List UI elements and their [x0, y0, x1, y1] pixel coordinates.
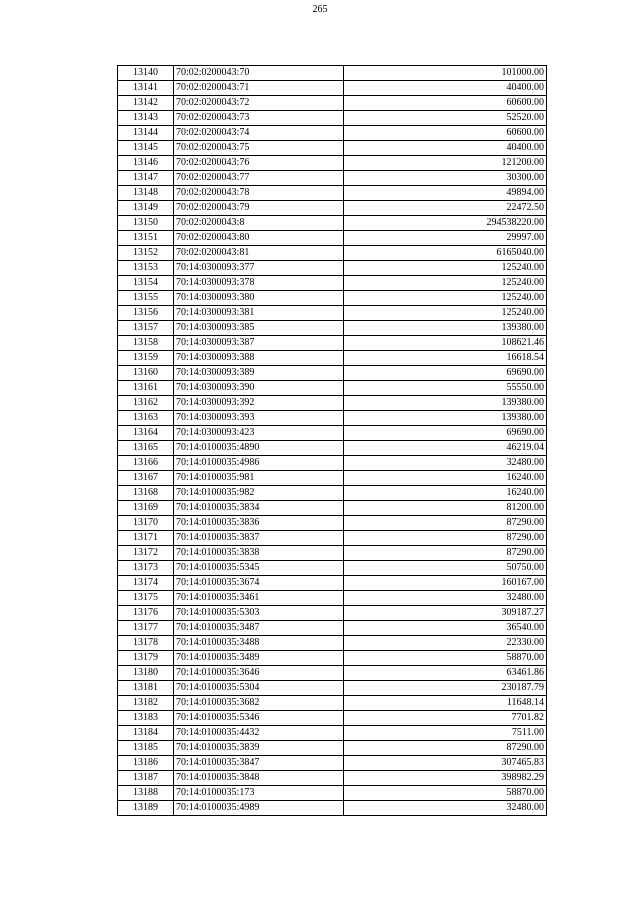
- cadastral-value: 58870.00: [344, 651, 547, 666]
- cadastral-value: 52520.00: [344, 111, 547, 126]
- table-row: [118, 486, 547, 501]
- cadastral-value: 32480.00: [344, 591, 547, 606]
- row-number: 13188: [118, 786, 174, 801]
- row-number: 13163: [118, 411, 174, 426]
- row-number: 13164: [118, 426, 174, 441]
- cadastral-number: 70:14:0100035:3488: [174, 636, 344, 651]
- cadastral-number: 70:02:0200043:70: [174, 66, 344, 81]
- cadastral-value: 87290.00: [344, 531, 547, 546]
- row-number: 13184: [118, 726, 174, 741]
- cadastral-value: 29997.00: [344, 231, 547, 246]
- table-row: [118, 186, 547, 201]
- cadastral-value: 160167.00: [344, 576, 547, 591]
- cadastral-number: 70:14:0300093:385: [174, 321, 344, 336]
- table-row: [118, 171, 547, 186]
- row-number: 13186: [118, 756, 174, 771]
- cadastral-value: 125240.00: [344, 261, 547, 276]
- table-row: [118, 351, 547, 366]
- cadastral-number: 70:14:0300093:388: [174, 351, 344, 366]
- cadastral-number: 70:02:0200043:76: [174, 156, 344, 171]
- cadastral-number: 70:14:0100035:3847: [174, 756, 344, 771]
- row-number: 13174: [118, 576, 174, 591]
- cadastral-number: 70:14:0100035:3837: [174, 531, 344, 546]
- row-number: 13181: [118, 681, 174, 696]
- table-row: [118, 156, 547, 171]
- table-row: [118, 756, 547, 771]
- cadastral-value: 7511.00: [344, 726, 547, 741]
- cadastral-number: 70:14:0100035:4989: [174, 801, 344, 816]
- cadastral-number: 70:02:0200043:79: [174, 201, 344, 216]
- cadastral-value: 87290.00: [344, 516, 547, 531]
- row-number: 13180: [118, 666, 174, 681]
- table-row: [118, 561, 547, 576]
- row-number: 13141: [118, 81, 174, 96]
- cadastral-value: 49894.00: [344, 186, 547, 201]
- cadastral-number: 70:02:0200043:77: [174, 171, 344, 186]
- row-number: 13140: [118, 66, 174, 81]
- cadastral-value: 32480.00: [344, 456, 547, 471]
- row-number: 13170: [118, 516, 174, 531]
- table-row: [118, 66, 547, 81]
- table-row: [118, 246, 547, 261]
- cadastral-value: 22330.00: [344, 636, 547, 651]
- row-number: 13155: [118, 291, 174, 306]
- row-number: 13145: [118, 141, 174, 156]
- cadastral-number: 70:14:0100035:982: [174, 486, 344, 501]
- cadastral-value-table: [117, 65, 547, 816]
- table-row: [118, 396, 547, 411]
- table-row: [118, 456, 547, 471]
- table-row: [118, 291, 547, 306]
- cadastral-value: 16240.00: [344, 471, 547, 486]
- table-row: [118, 696, 547, 711]
- row-number: 13176: [118, 606, 174, 621]
- cadastral-number: 70:14:0300093:389: [174, 366, 344, 381]
- cadastral-number: 70:14:0100035:4890: [174, 441, 344, 456]
- row-number: 13149: [118, 201, 174, 216]
- table-row: [118, 231, 547, 246]
- row-number: 13183: [118, 711, 174, 726]
- cadastral-number: 70:14:0100035:5303: [174, 606, 344, 621]
- table-row: [118, 261, 547, 276]
- cadastral-value: 22472.50: [344, 201, 547, 216]
- row-number: 13182: [118, 696, 174, 711]
- cadastral-number: 70:14:0300093:377: [174, 261, 344, 276]
- row-number: 13143: [118, 111, 174, 126]
- cadastral-number: 70:14:0100035:3489: [174, 651, 344, 666]
- row-number: 13175: [118, 591, 174, 606]
- cadastral-value: 16618.54: [344, 351, 547, 366]
- table-row: [118, 276, 547, 291]
- row-number: 13144: [118, 126, 174, 141]
- cadastral-number: 70:02:0200043:74: [174, 126, 344, 141]
- cadastral-number: 70:02:0200043:8: [174, 216, 344, 231]
- row-number: 13187: [118, 771, 174, 786]
- row-number: 13189: [118, 801, 174, 816]
- row-number: 13152: [118, 246, 174, 261]
- cadastral-value: 139380.00: [344, 411, 547, 426]
- table-row: [118, 321, 547, 336]
- cadastral-value: 11648.14: [344, 696, 547, 711]
- table-row: [118, 426, 547, 441]
- row-number: 13173: [118, 561, 174, 576]
- cadastral-number: 70:02:0200043:71: [174, 81, 344, 96]
- table-row: [118, 516, 547, 531]
- cadastral-value: 294538220.00: [344, 216, 547, 231]
- row-number: 13179: [118, 651, 174, 666]
- cadastral-number: 70:02:0200043:81: [174, 246, 344, 261]
- table-row: [118, 681, 547, 696]
- table-row: [118, 606, 547, 621]
- cadastral-number: 70:14:0100035:3487: [174, 621, 344, 636]
- table-row: [118, 111, 547, 126]
- cadastral-number: 70:14:0100035:3461: [174, 591, 344, 606]
- row-number: 13157: [118, 321, 174, 336]
- table-row: [118, 591, 547, 606]
- table-row: [118, 741, 547, 756]
- row-number: 13154: [118, 276, 174, 291]
- cadastral-value: 307465.83: [344, 756, 547, 771]
- cadastral-number: 70:14:0100035:3674: [174, 576, 344, 591]
- table-row: [118, 726, 547, 741]
- cadastral-number: 70:14:0100035:3838: [174, 546, 344, 561]
- row-number: 13160: [118, 366, 174, 381]
- cadastral-value: 58870.00: [344, 786, 547, 801]
- row-number: 13171: [118, 531, 174, 546]
- cadastral-number: 70:14:0300093:423: [174, 426, 344, 441]
- cadastral-number: 70:02:0200043:72: [174, 96, 344, 111]
- cadastral-value: 7701.82: [344, 711, 547, 726]
- table-row: [118, 501, 547, 516]
- table-row: [118, 126, 547, 141]
- row-number: 13167: [118, 471, 174, 486]
- cadastral-number: 70:14:0100035:3646: [174, 666, 344, 681]
- cadastral-value: 101000.00: [344, 66, 547, 81]
- table-row: [118, 336, 547, 351]
- cadastral-value: 125240.00: [344, 291, 547, 306]
- table-row: [118, 636, 547, 651]
- cadastral-value: 309187.27: [344, 606, 547, 621]
- cadastral-number: 70:14:0100035:4986: [174, 456, 344, 471]
- cadastral-value: 69690.00: [344, 426, 547, 441]
- row-number: 13153: [118, 261, 174, 276]
- table-row: [118, 381, 547, 396]
- cadastral-number: 70:14:0300093:378: [174, 276, 344, 291]
- cadastral-value: 36540.00: [344, 621, 547, 636]
- row-number: 13169: [118, 501, 174, 516]
- row-number: 13178: [118, 636, 174, 651]
- table-row: [118, 96, 547, 111]
- cadastral-value: 60600.00: [344, 96, 547, 111]
- table-row: [118, 621, 547, 636]
- row-number: 13162: [118, 396, 174, 411]
- cadastral-value: 55550.00: [344, 381, 547, 396]
- cadastral-number: 70:14:0300093:390: [174, 381, 344, 396]
- cadastral-value: 87290.00: [344, 546, 547, 561]
- table-row: [118, 366, 547, 381]
- table-row: [118, 651, 547, 666]
- row-number: 13168: [118, 486, 174, 501]
- cadastral-number: 70:14:0100035:5345: [174, 561, 344, 576]
- row-number: 13156: [118, 306, 174, 321]
- row-number: 13166: [118, 456, 174, 471]
- cadastral-number: 70:14:0100035:5304: [174, 681, 344, 696]
- cadastral-number: 70:14:0100035:5346: [174, 711, 344, 726]
- cadastral-value: 46219.04: [344, 441, 547, 456]
- cadastral-value: 125240.00: [344, 306, 547, 321]
- cadastral-value: 32480.00: [344, 801, 547, 816]
- cadastral-number: 70:14:0300093:387: [174, 336, 344, 351]
- table-row: [118, 531, 547, 546]
- cadastral-number: 70:14:0300093:393: [174, 411, 344, 426]
- cadastral-value: 16240.00: [344, 486, 547, 501]
- cadastral-number: 70:14:0300093:380: [174, 291, 344, 306]
- row-number: 13148: [118, 186, 174, 201]
- cadastral-value: 40400.00: [344, 81, 547, 96]
- table-row: [118, 411, 547, 426]
- cadastral-value: 139380.00: [344, 396, 547, 411]
- cadastral-value: 40400.00: [344, 141, 547, 156]
- cadastral-number: 70:02:0200043:78: [174, 186, 344, 201]
- cadastral-value: 60600.00: [344, 126, 547, 141]
- row-number: 13151: [118, 231, 174, 246]
- row-number: 13147: [118, 171, 174, 186]
- cadastral-number: 70:14:0300093:381: [174, 306, 344, 321]
- cadastral-value: 6165040.00: [344, 246, 547, 261]
- table-row: [118, 471, 547, 486]
- cadastral-value: 139380.00: [344, 321, 547, 336]
- row-number: 13165: [118, 441, 174, 456]
- table-row: [118, 711, 547, 726]
- row-number: 13158: [118, 336, 174, 351]
- cadastral-value: 398982.29: [344, 771, 547, 786]
- cadastral-value: 108621.46: [344, 336, 547, 351]
- row-number: 13172: [118, 546, 174, 561]
- cadastral-number: 70:14:0100035:3834: [174, 501, 344, 516]
- cadastral-number: 70:02:0200043:73: [174, 111, 344, 126]
- table-row: [118, 141, 547, 156]
- cadastral-value: 69690.00: [344, 366, 547, 381]
- cadastral-value: 125240.00: [344, 276, 547, 291]
- table-row: [118, 786, 547, 801]
- cadastral-value: 30300.00: [344, 171, 547, 186]
- row-number: 13177: [118, 621, 174, 636]
- table-row: [118, 801, 547, 816]
- cadastral-value: 230187.79: [344, 681, 547, 696]
- table-row: [118, 771, 547, 786]
- row-number: 13146: [118, 156, 174, 171]
- table-row: [118, 441, 547, 456]
- cadastral-number: 70:14:0100035:4432: [174, 726, 344, 741]
- table-row: [118, 306, 547, 321]
- cadastral-value: 87290.00: [344, 741, 547, 756]
- row-number: 13185: [118, 741, 174, 756]
- table-row: [118, 576, 547, 591]
- cadastral-number: 70:14:0300093:392: [174, 396, 344, 411]
- cadastral-value: 81200.00: [344, 501, 547, 516]
- row-number: 13159: [118, 351, 174, 366]
- table-body: [118, 66, 547, 816]
- cadastral-number: 70:14:0100035:173: [174, 786, 344, 801]
- page-number: 265: [312, 4, 328, 15]
- cadastral-number: 70:14:0100035:3848: [174, 771, 344, 786]
- table-row: [118, 546, 547, 561]
- cadastral-number: 70:14:0100035:981: [174, 471, 344, 486]
- cadastral-value: 121200.00: [344, 156, 547, 171]
- cadastral-number: 70:02:0200043:80: [174, 231, 344, 246]
- cadastral-number: 70:14:0100035:3839: [174, 741, 344, 756]
- cadastral-number: 70:14:0100035:3682: [174, 696, 344, 711]
- cadastral-number: 70:14:0100035:3836: [174, 516, 344, 531]
- table-row: [118, 81, 547, 96]
- row-number: 13150: [118, 216, 174, 231]
- table-row: [118, 201, 547, 216]
- row-number: 13161: [118, 381, 174, 396]
- table-row: [118, 216, 547, 231]
- cadastral-value: 63461.86: [344, 666, 547, 681]
- table-row: [118, 666, 547, 681]
- row-number: 13142: [118, 96, 174, 111]
- cadastral-value: 50750.00: [344, 561, 547, 576]
- cadastral-number: 70:02:0200043:75: [174, 141, 344, 156]
